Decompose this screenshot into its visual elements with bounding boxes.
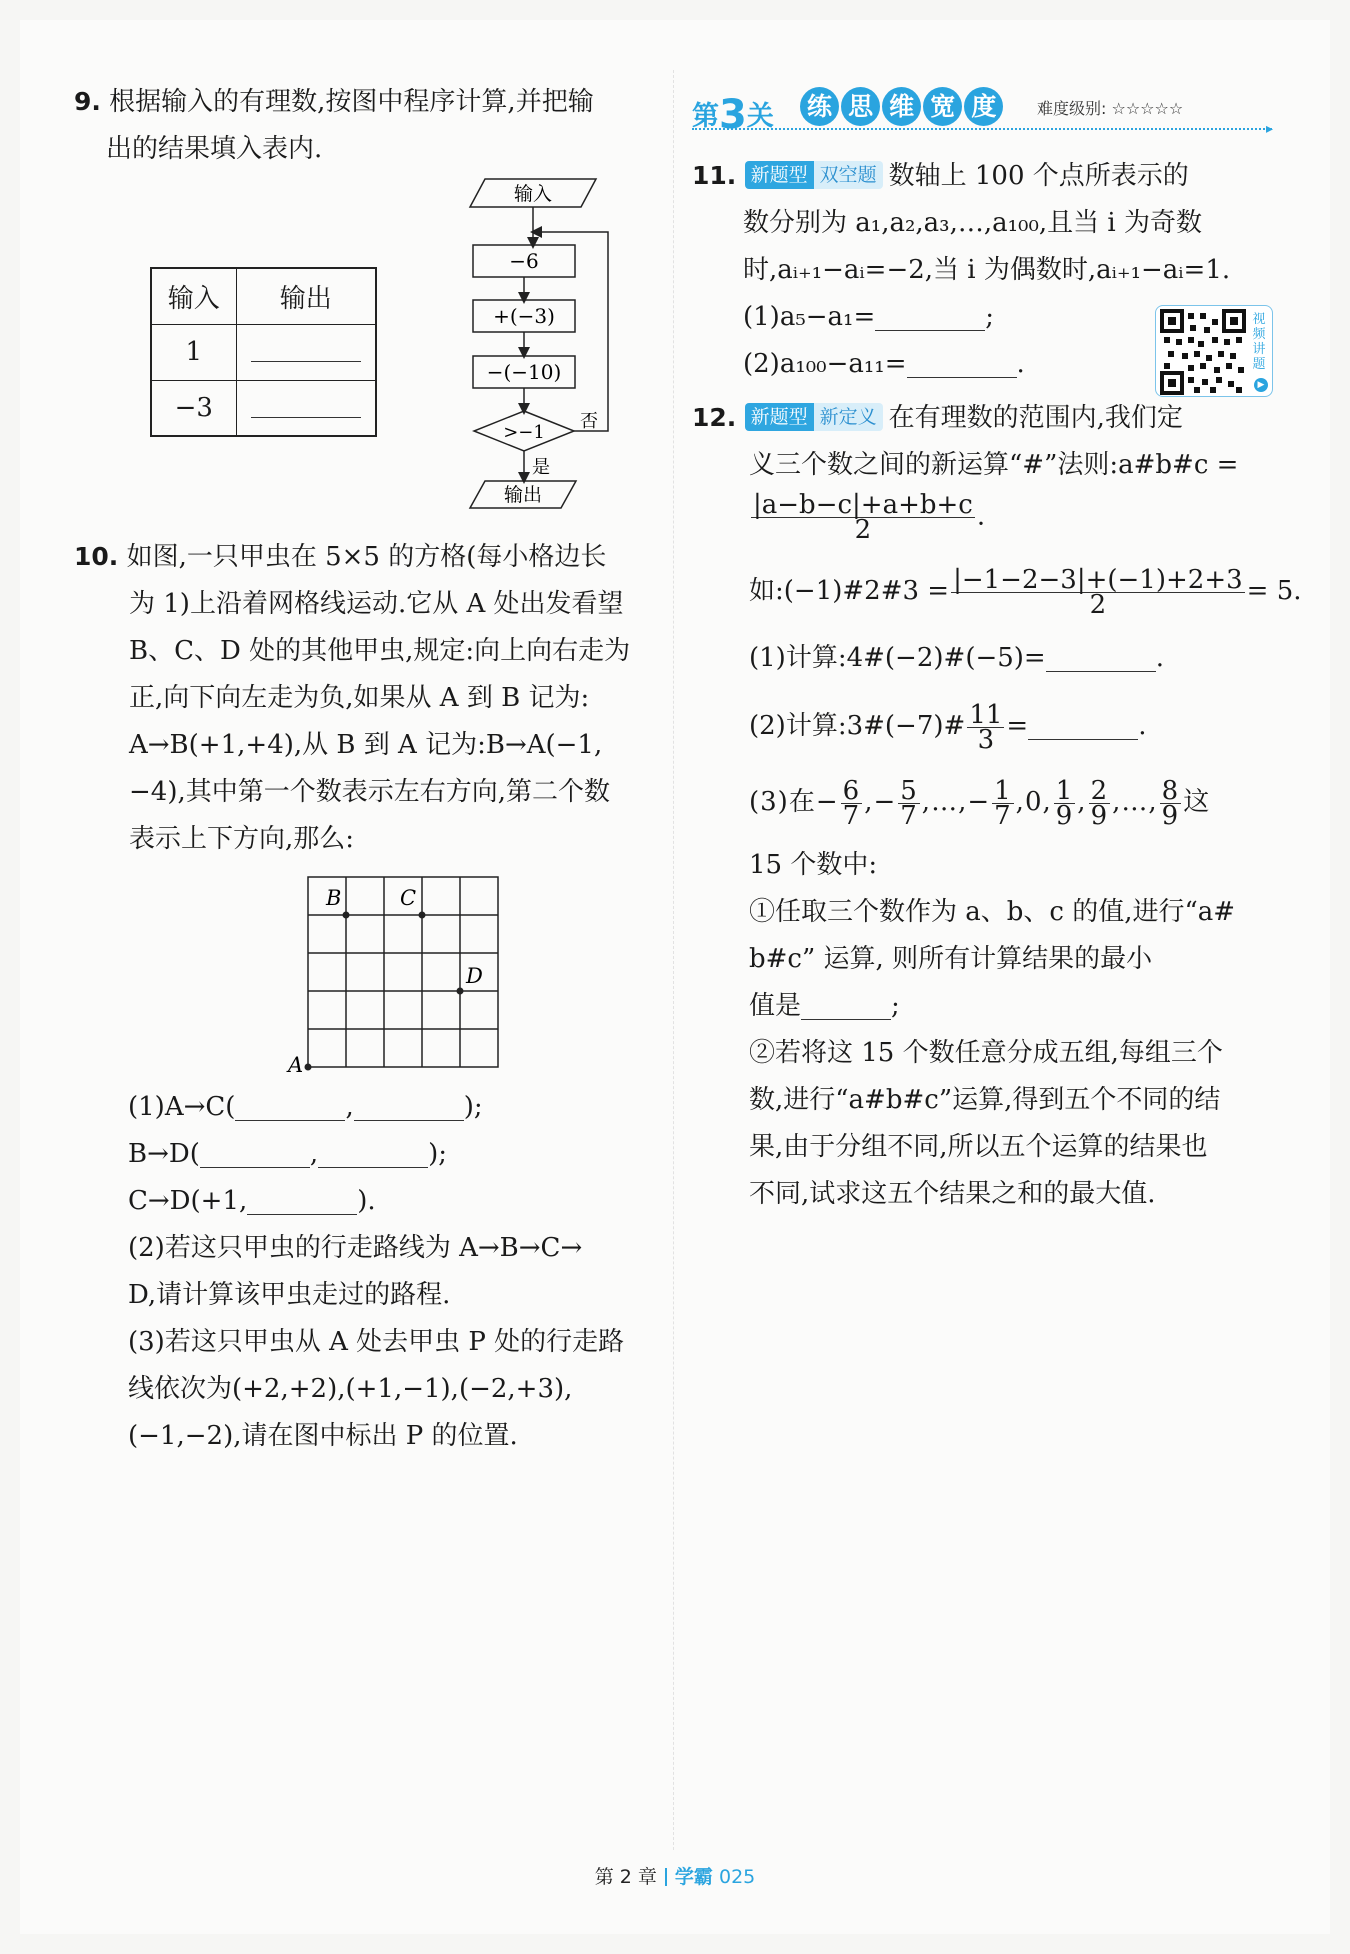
q12-c2-line-1: ②若将这 15 个数任意分成五组,每组三个 (749, 1038, 1223, 1068)
point-d (457, 988, 464, 995)
q9-io-table (150, 267, 377, 437)
q12-c1-line-1: ①任取三个数作为 a、b、c 的值,进行“a# (749, 897, 1236, 927)
q12-c1-line-3: 值是 ; (749, 991, 900, 1021)
label-a: A (288, 1053, 304, 1075)
q9-text-1: 根据输入的有理数,按图中程序计算,并把输 (109, 87, 594, 117)
footer-separator (665, 1868, 667, 1886)
q12-c2-line-3: 果,由于分组不同,所以五个运算的结果也 (749, 1132, 1208, 1162)
q10-s2-line-2: D,请计算该甲虫走过的路程. (128, 1280, 451, 1310)
q9-line-1 (74, 78, 659, 126)
q12-s3-sequence: (3)在− $\frac{6}{7}$ ,− $\frac{5}{7}$ ,…,− $\frac{1}{7}$ ,0, $\frac{1}{9}$ , $\frac{2}{9}$ ,…, $\frac{8}{9}$ 这 (749, 775, 1211, 831)
q10-line-1: 10. 如图,一只甲虫在 5×5 的方格(每小格边长 (74, 542, 607, 572)
q12-example: 如:(−1)#2#3 = $\frac{|-1-2-3|+(-1)+2+3}{2}$ = 5. (749, 564, 1302, 620)
q10-s3-line-1: (3)若这只甲虫从 A 处去甲虫 P 处的行走路 (128, 1327, 625, 1357)
q12-block (692, 394, 1302, 1218)
q10-s2-line-1: (2)若这只甲虫的行走路线为 A→B→C→ (128, 1233, 583, 1263)
footer-page-number: 025 (718, 1866, 756, 1888)
q12-s3-line-2: 15 个数中: (749, 850, 878, 880)
q10-s1-line-1: (1)A→C( , ); (128, 1092, 483, 1122)
q10-block (74, 533, 659, 863)
q10-subquestions (128, 1084, 713, 1460)
q9-flowchart (458, 175, 618, 525)
q10-grid-figure (280, 875, 520, 1075)
flow-step-1: −6 (509, 249, 539, 273)
label-c: C (400, 886, 417, 910)
answer-blank[interactable] (200, 1138, 310, 1168)
q10-line-2: 为 1)上沿着网格线运动.它从 A 处出发看望 (129, 589, 624, 619)
table-cell-output-answer[interactable] (236, 324, 376, 380)
q9-line-2 (74, 126, 659, 173)
play-icon: ▶ (1254, 378, 1268, 392)
section-level-label: 第3关 (692, 92, 774, 138)
section-header (692, 84, 1277, 138)
q10-line-7: 表示上下方向,那么: (129, 824, 355, 854)
difficulty-rating: 难度级别: ☆☆☆☆☆ (1037, 99, 1184, 118)
answer-blank[interactable] (875, 301, 985, 331)
label-d: D (466, 964, 483, 988)
answer-blank[interactable] (247, 1185, 357, 1215)
answer-blank[interactable] (251, 342, 361, 362)
q11-line-2: 数分别为 a₁,a₂,a₃,…,a₁₀₀,且当 i 为奇数 (743, 208, 1202, 238)
double-blank-tag: 双空题 (814, 161, 883, 189)
new-type-tag: 新题型 (745, 161, 814, 189)
label-b: B (326, 886, 342, 910)
answer-blank[interactable] (1028, 710, 1138, 740)
example-fraction: $\frac{|-1-2-3|+(-1)+2+3}{2}$ (953, 564, 1243, 620)
definition-fraction: $\frac{|a-b-c|+a+b+c}{2}$ (753, 490, 973, 545)
footer-brand: 学霸 (674, 1866, 713, 1888)
answer-blank[interactable] (1046, 642, 1156, 672)
section-title: 练 思 维 宽 度 (800, 87, 1000, 126)
answer-blank[interactable] (318, 1138, 428, 1168)
flow-step-2: +(−3) (493, 304, 555, 328)
answer-blank[interactable] (235, 1091, 345, 1121)
q10-number: 10. (74, 542, 119, 571)
q10-s1-line-3: C→D(+1, ). (128, 1186, 376, 1216)
q11-number: 11. (692, 161, 737, 190)
q12-s1: (1)计算:4#(−2)#(−5)= . (749, 643, 1164, 673)
q12-c1-line-2: b#c” 运算, 则所有计算结果的最小 (749, 944, 1153, 974)
point-b (343, 912, 350, 919)
q9-text-2: 出的结果填入表内. (106, 134, 323, 164)
table-header-row (151, 268, 376, 324)
table-row (151, 380, 376, 436)
q11-s2: (2)a₁₀₀−a₁₁= . (743, 349, 1025, 379)
video-explain-label: 视频讲题 (1252, 312, 1266, 372)
answer-blank[interactable] (354, 1091, 464, 1121)
q12-line-2: 义三个数之间的新运算“#”法则:a#b#c = (749, 450, 1239, 480)
new-type-tag: 新题型 (745, 403, 814, 431)
table-cell-input: 1 (151, 324, 236, 380)
new-definition-tag: 新定义 (814, 403, 883, 431)
table-header-output: 输出 (236, 268, 376, 324)
q11-line-3: 时,aᵢ₊₁−aᵢ=−2,当 i 为偶数时,aᵢ₊₁−aᵢ=1. (743, 255, 1231, 285)
footer-chapter: 第 2 章 (594, 1866, 657, 1888)
q10-line-4: 正,向下向左走为负,如果从 A 到 B 记为: (129, 683, 590, 713)
flow-input-label: 输入 (513, 183, 553, 205)
q9-number: 9. (74, 87, 101, 116)
q11-line-1: 11. 新题型 双空题 数轴上 100 个点所表示的 (692, 161, 1189, 191)
q10-line-6: −4),其中第一个数表示左右方向,第二个数 (129, 777, 611, 807)
q12-definition: $\frac{|a-b-c|+a+b+c}{2}$ . (753, 490, 986, 545)
answer-blank[interactable] (251, 398, 361, 418)
answer-blank[interactable] (907, 348, 1017, 378)
q12-c2-line-2: 数,进行“a#b#c”运算,得到五个不同的结 (749, 1085, 1221, 1115)
arrow-right-icon: ▸ (1266, 121, 1274, 137)
left-column (74, 78, 659, 173)
flow-no-label: 否 (580, 411, 598, 432)
q12-s2: (2)计算:3#(−7)# $\frac{11}{3}$ = . (749, 699, 1147, 755)
q12-line-1: 12. 新题型 新定义 在有理数的范围内,我们定 (692, 403, 1183, 433)
point-c (419, 912, 426, 919)
flow-output-label: 输出 (503, 484, 543, 506)
point-a (305, 1064, 312, 1071)
answer-blank[interactable] (801, 990, 891, 1020)
table-header-input: 输入 (151, 268, 236, 324)
section-underline (692, 128, 1272, 130)
flow-condition: >−1 (503, 422, 545, 443)
column-divider (673, 70, 674, 1850)
qr-code-icon (1160, 309, 1246, 395)
q10-s3-line-3: (−1,−2),请在图中标出 P 的位置. (128, 1421, 518, 1451)
q12-c2-line-4: 不同,试求这五个结果之和的最大值. (749, 1179, 1156, 1209)
table-cell-input: −3 (151, 380, 236, 436)
q11-s1: (1)a₅−a₁= ; (743, 302, 995, 332)
q12-number: 12. (692, 403, 737, 432)
q10-line-5: A→B(+1,+4),从 B 到 A 记为:B→A(−1, (129, 730, 603, 760)
flow-yes-label: 是 (532, 457, 550, 478)
q10-s3-line-2: 线依次为(+2,+2),(+1,−1),(−2,+3), (128, 1374, 573, 1404)
flow-step-3: −(−10) (486, 360, 562, 384)
q10-s1-line-2: B→D( , ); (128, 1139, 448, 1169)
q10-line-3: B、C、D 处的其他甲虫,规定:向上向右走为 (129, 636, 631, 666)
page-footer (0, 1862, 1350, 1889)
table-row (151, 324, 376, 380)
table-cell-output-answer[interactable] (236, 380, 376, 436)
qr-code[interactable] (1155, 305, 1273, 397)
